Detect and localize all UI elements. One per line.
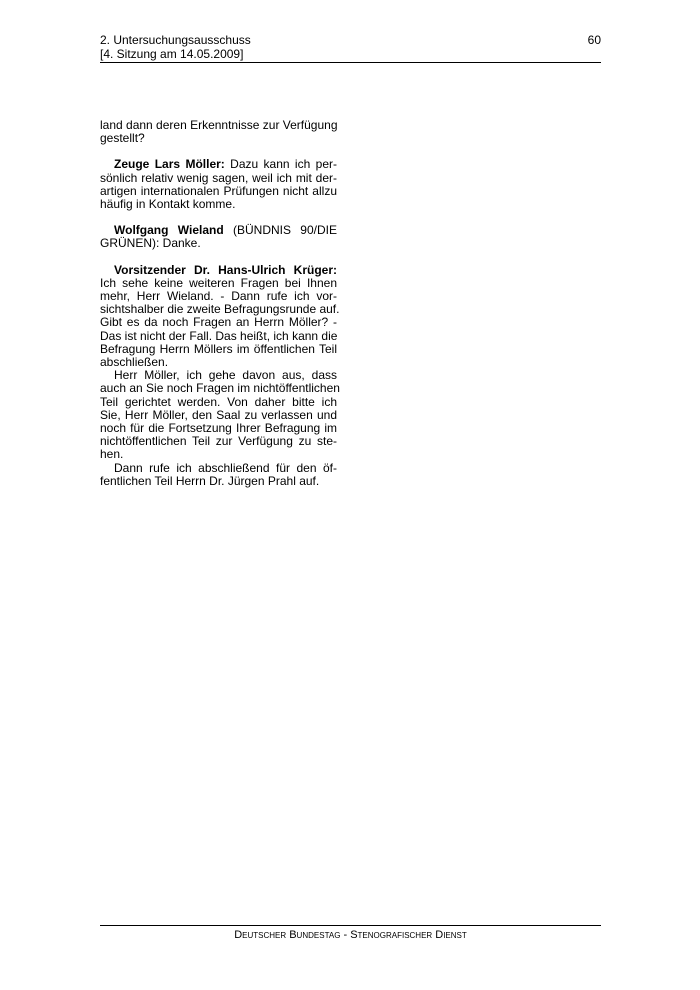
text-line: Teil gerichtet werden. Von daher bitte ich — [100, 394, 337, 409]
text-line: Befragung Herrn Möllers im öffentlichen Teil — [100, 341, 337, 356]
page-header — [100, 33, 601, 63]
paragraph-witness-answer — [100, 158, 337, 211]
text-line: hen. — [100, 447, 124, 462]
text-line — [100, 264, 337, 277]
text-line: sönlich relativ wenig sagen, weil ich mit der- — [100, 170, 337, 185]
text-line: artigen internationalen Prüfungen nicht allzu — [100, 183, 337, 198]
session-info: [4. Sitzung am 14.05.2009] — [100, 47, 244, 61]
text-line: Sie, Herr Möller, den Saal zu verlassen und — [100, 407, 337, 422]
text-line: Dann rufe ich abschließend für den öf- — [114, 460, 337, 475]
speaker-name: Zeuge Lars Möller: — [114, 157, 225, 172]
page-number: 60 — [587, 33, 601, 47]
paragraph-chairman-closing — [100, 462, 337, 488]
footer-text: Deutscher Bundestag - Stenografischer Dienst — [234, 929, 467, 941]
text-line: Ich sehe keine weiteren Fragen bei Ihnen — [100, 275, 337, 290]
text-line: sichtshalber die zweite Befragungsrunde auf. — [100, 302, 340, 317]
text-line: häufig in Kontakt komme. — [100, 197, 236, 212]
page-footer — [100, 925, 601, 941]
paragraph-question-end — [100, 119, 337, 145]
text-line: Wolfgang Wieland (BÜNDNIS 90/DIE — [114, 223, 337, 238]
speaker-name: Vorsitzender Dr. Hans-Ulrich Krüger: — [114, 262, 337, 277]
paragraph-chairman — [100, 262, 340, 370]
text-line: fentlichen Teil Herrn Dr. Jürgen Prahl auf. — [100, 473, 320, 488]
text-line: noch für die Fortsetzung Ihrer Befragung im — [100, 421, 337, 436]
text-line: Zeuge Lars Möller: Dazu kann ich per- — [114, 157, 337, 172]
text-line: nichtöffentlichen Teil zur Verfügung zu ste- — [100, 434, 337, 449]
text-line: land dann deren Erkenntnisse zur Verfügung — [100, 118, 338, 132]
paragraph-chairman-continued — [100, 368, 340, 462]
committee-name: 2. Untersuchungsausschuss — [100, 33, 251, 47]
text-line: Gibt es da noch Fragen an Herrn Möller? - — [100, 315, 337, 330]
text-line: mehr, Herr Wieland. - Dann rufe ich vor- — [100, 289, 337, 304]
speaker-name: Wolfgang Wieland — [114, 223, 224, 238]
text-line: GRÜNEN): Danke. — [100, 236, 201, 251]
text-line: Herr Möller, ich gehe davon aus, dass — [114, 368, 337, 383]
text-line: gestellt? — [100, 131, 145, 146]
text-line: Das ist nicht der Fall. Das heißt, ich kann die — [100, 328, 338, 343]
text-line: auch an Sie noch Fragen im nichtöffentlichen — [100, 381, 340, 396]
text-line: abschließen. — [100, 355, 169, 370]
paragraph-wieland — [100, 224, 337, 250]
transcript-column — [100, 118, 340, 488]
